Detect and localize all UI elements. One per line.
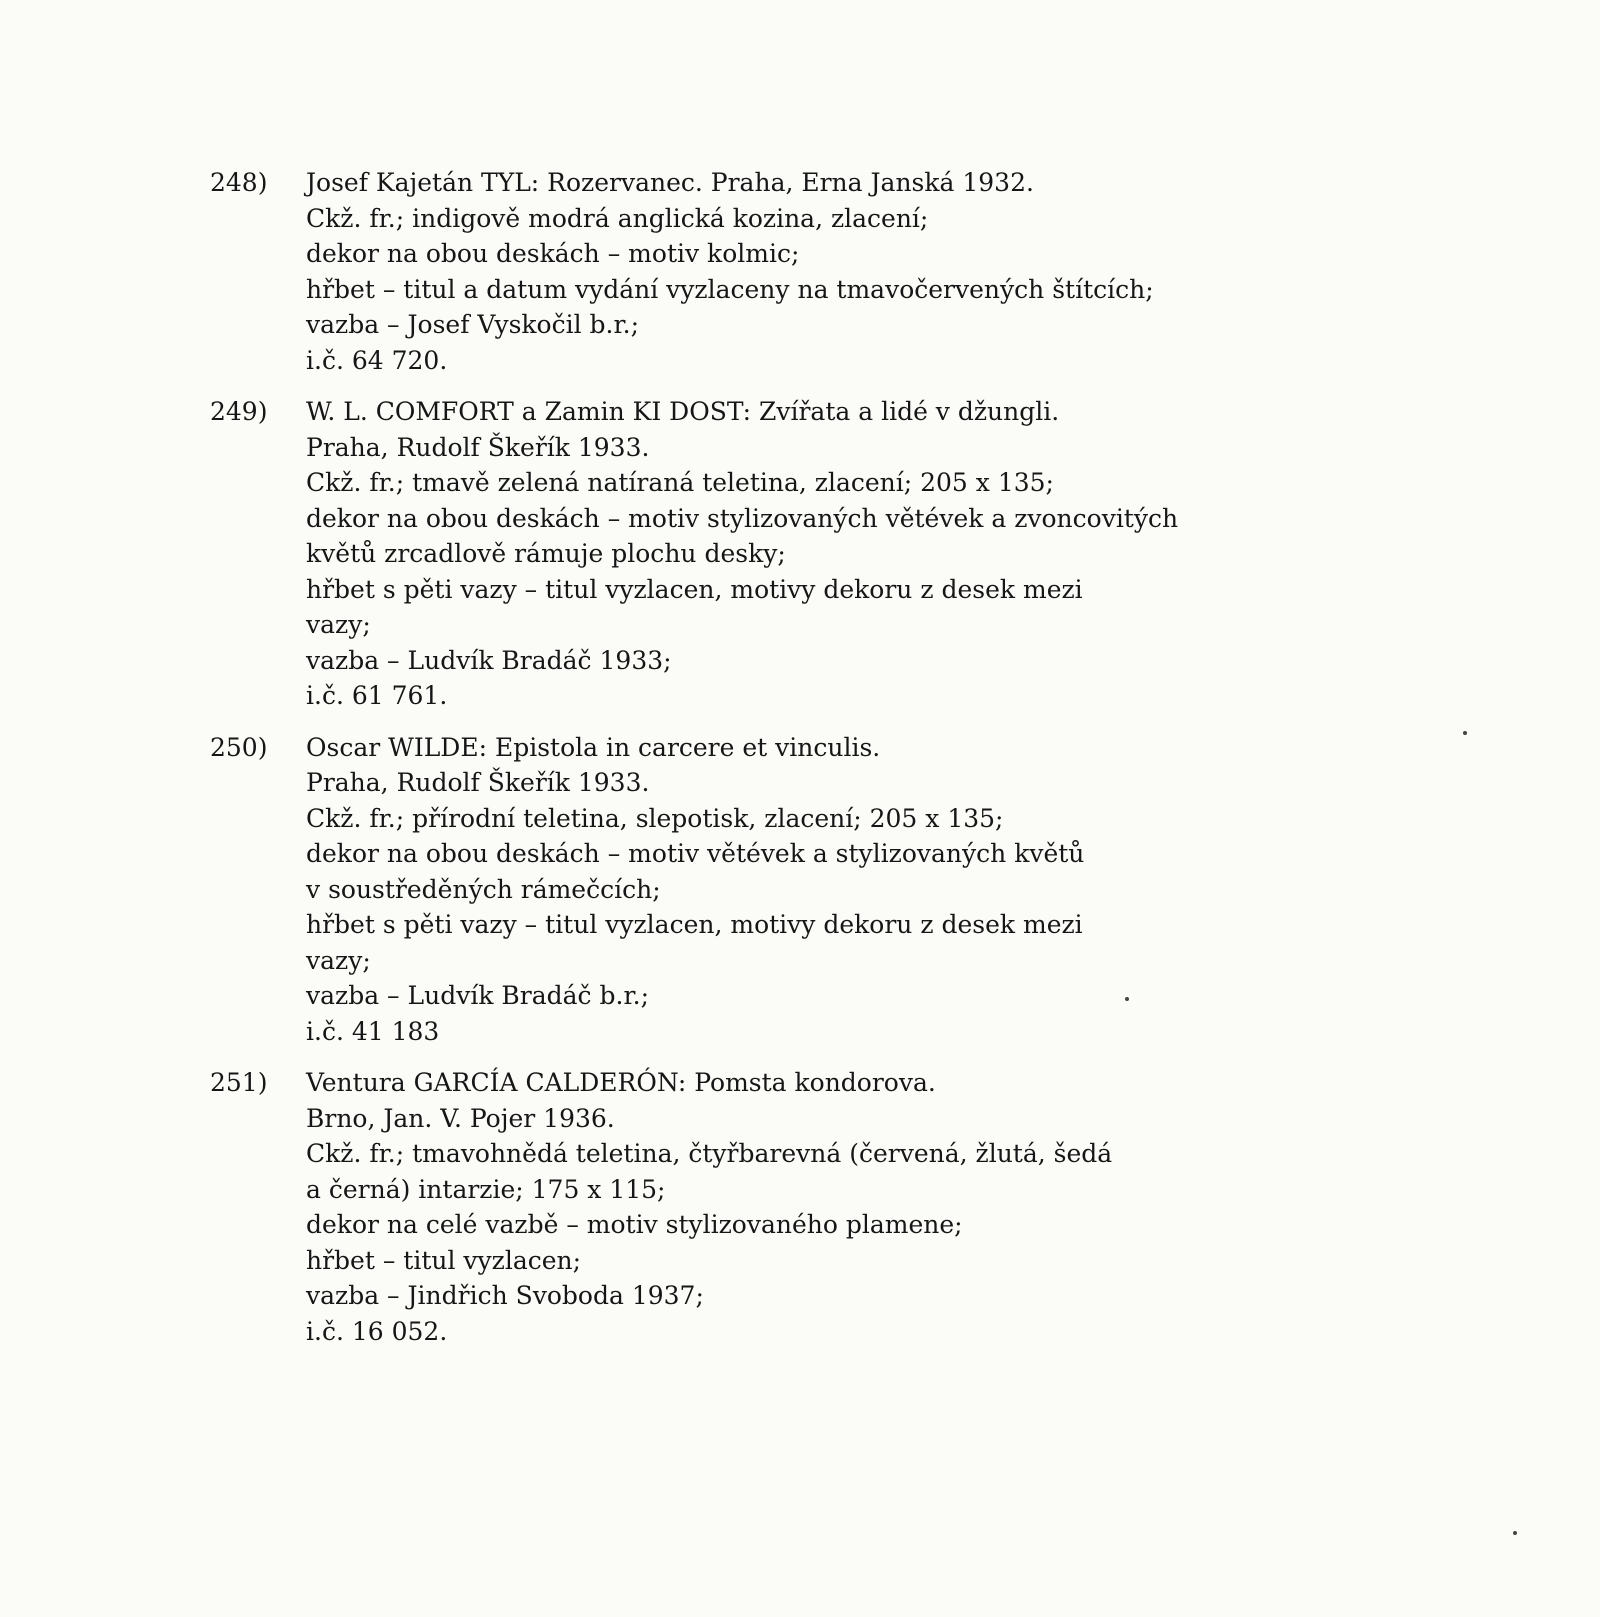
entry-251 [210,1065,1430,1349]
entry-line: i.č. 16 052. [306,1316,448,1346]
entry-number: 251) [210,1068,268,1097]
entry-line: i.č. 64 720. [306,345,448,375]
entry-line: Ckž. fr.; tmavohnědá teletina, čtyřbarevná (červená, žlutá, šedá [306,1139,1113,1168]
entry-line: dekor na obou deskách – motiv kolmic; [306,239,800,268]
entry-line: vazba – Ludvík Bradáč b.r.; [306,981,650,1010]
entry-line: Ventura GARCÍA CALDERÓN: Pomsta kondorova. [306,1068,936,1097]
entry-text [306,1065,1430,1349]
entry-line: Ckž. fr.; indigově modrá anglická kozina, zlacení; [306,203,929,233]
entry-line: Josef Kajetán TYL: Rozervanec. Praha, Erna Janská 1932. [306,168,1034,197]
entry-line: vazy; [306,610,371,639]
paper-speck [1463,731,1467,735]
entry-line: Oscar WILDE: Epistola in carcere et vinculis. [306,732,881,762]
entry-line: vazba – Jindřich Svoboda 1937; [306,1281,704,1310]
entry-text [306,730,1430,1050]
catalogue-entries [210,165,1430,1365]
entry-line: dekor na celé vazbě – motiv stylizovaného plamene; [306,1210,963,1239]
entry-line: dekor na obou deskách – motiv stylizovaných větévek a zvoncovitých [306,503,1179,533]
entry-250 [210,730,1430,1050]
entry-line: hřbet – titul a datum vydání vyzlaceny na tmavočervených štítcích; [306,274,1154,304]
entry-line: W. L. COMFORT a Zamin KI DOST: Zvířata a lidé v džungli. [306,397,1060,426]
entry-text [306,394,1430,714]
entry-number: 250) [210,732,268,762]
entry-line: a černá) intarzie; 175 x 115; [306,1174,666,1204]
entry-line: Brno, Jan. V. Pojer 1936. [306,1103,615,1133]
entry-number: 248) [210,168,268,197]
entry-line: hřbet – titul vyzlacen; [306,1245,582,1275]
entry-text [306,165,1430,378]
entry-line: hřbet s pěti vazy – titul vyzlacen, motivy dekoru z desek mezi [306,574,1083,604]
entry-line: Praha, Rudolf Škeřík 1933. [306,432,650,462]
entry-number: 249) [210,397,268,426]
entry-line: i.č. 61 761. [306,681,448,710]
paper-speck [1513,1531,1517,1535]
entry-line: v soustředěných rámečcích; [306,874,661,904]
entry-line: Ckž. fr.; přírodní teletina, slepotisk, zlacení; 205 x 135; [306,803,1004,833]
entry-line: vazy; [306,945,371,975]
entry-249 [210,394,1430,714]
entry-line: Praha, Rudolf Škeřík 1933. [306,768,650,797]
entry-248 [210,165,1430,378]
entry-line: dekor na obou deskách – motiv větévek a stylizovaných květů [306,839,1085,868]
paper-speck [1125,997,1129,1001]
entry-line: vazba – Josef Vyskočil b.r.; [306,310,640,339]
entry-line: Ckž. fr.; tmavě zelená natíraná teletina, zlacení; 205 x 135; [306,468,1054,497]
entry-line: hřbet s pěti vazy – titul vyzlacen, motivy dekoru z desek mezi [306,910,1083,939]
entry-line: vazba – Ludvík Bradáč 1933; [306,645,672,675]
entry-line: i.č. 41 183 [306,1016,440,1046]
entry-line: květů zrcadlově rámuje plochu desky; [306,539,786,568]
